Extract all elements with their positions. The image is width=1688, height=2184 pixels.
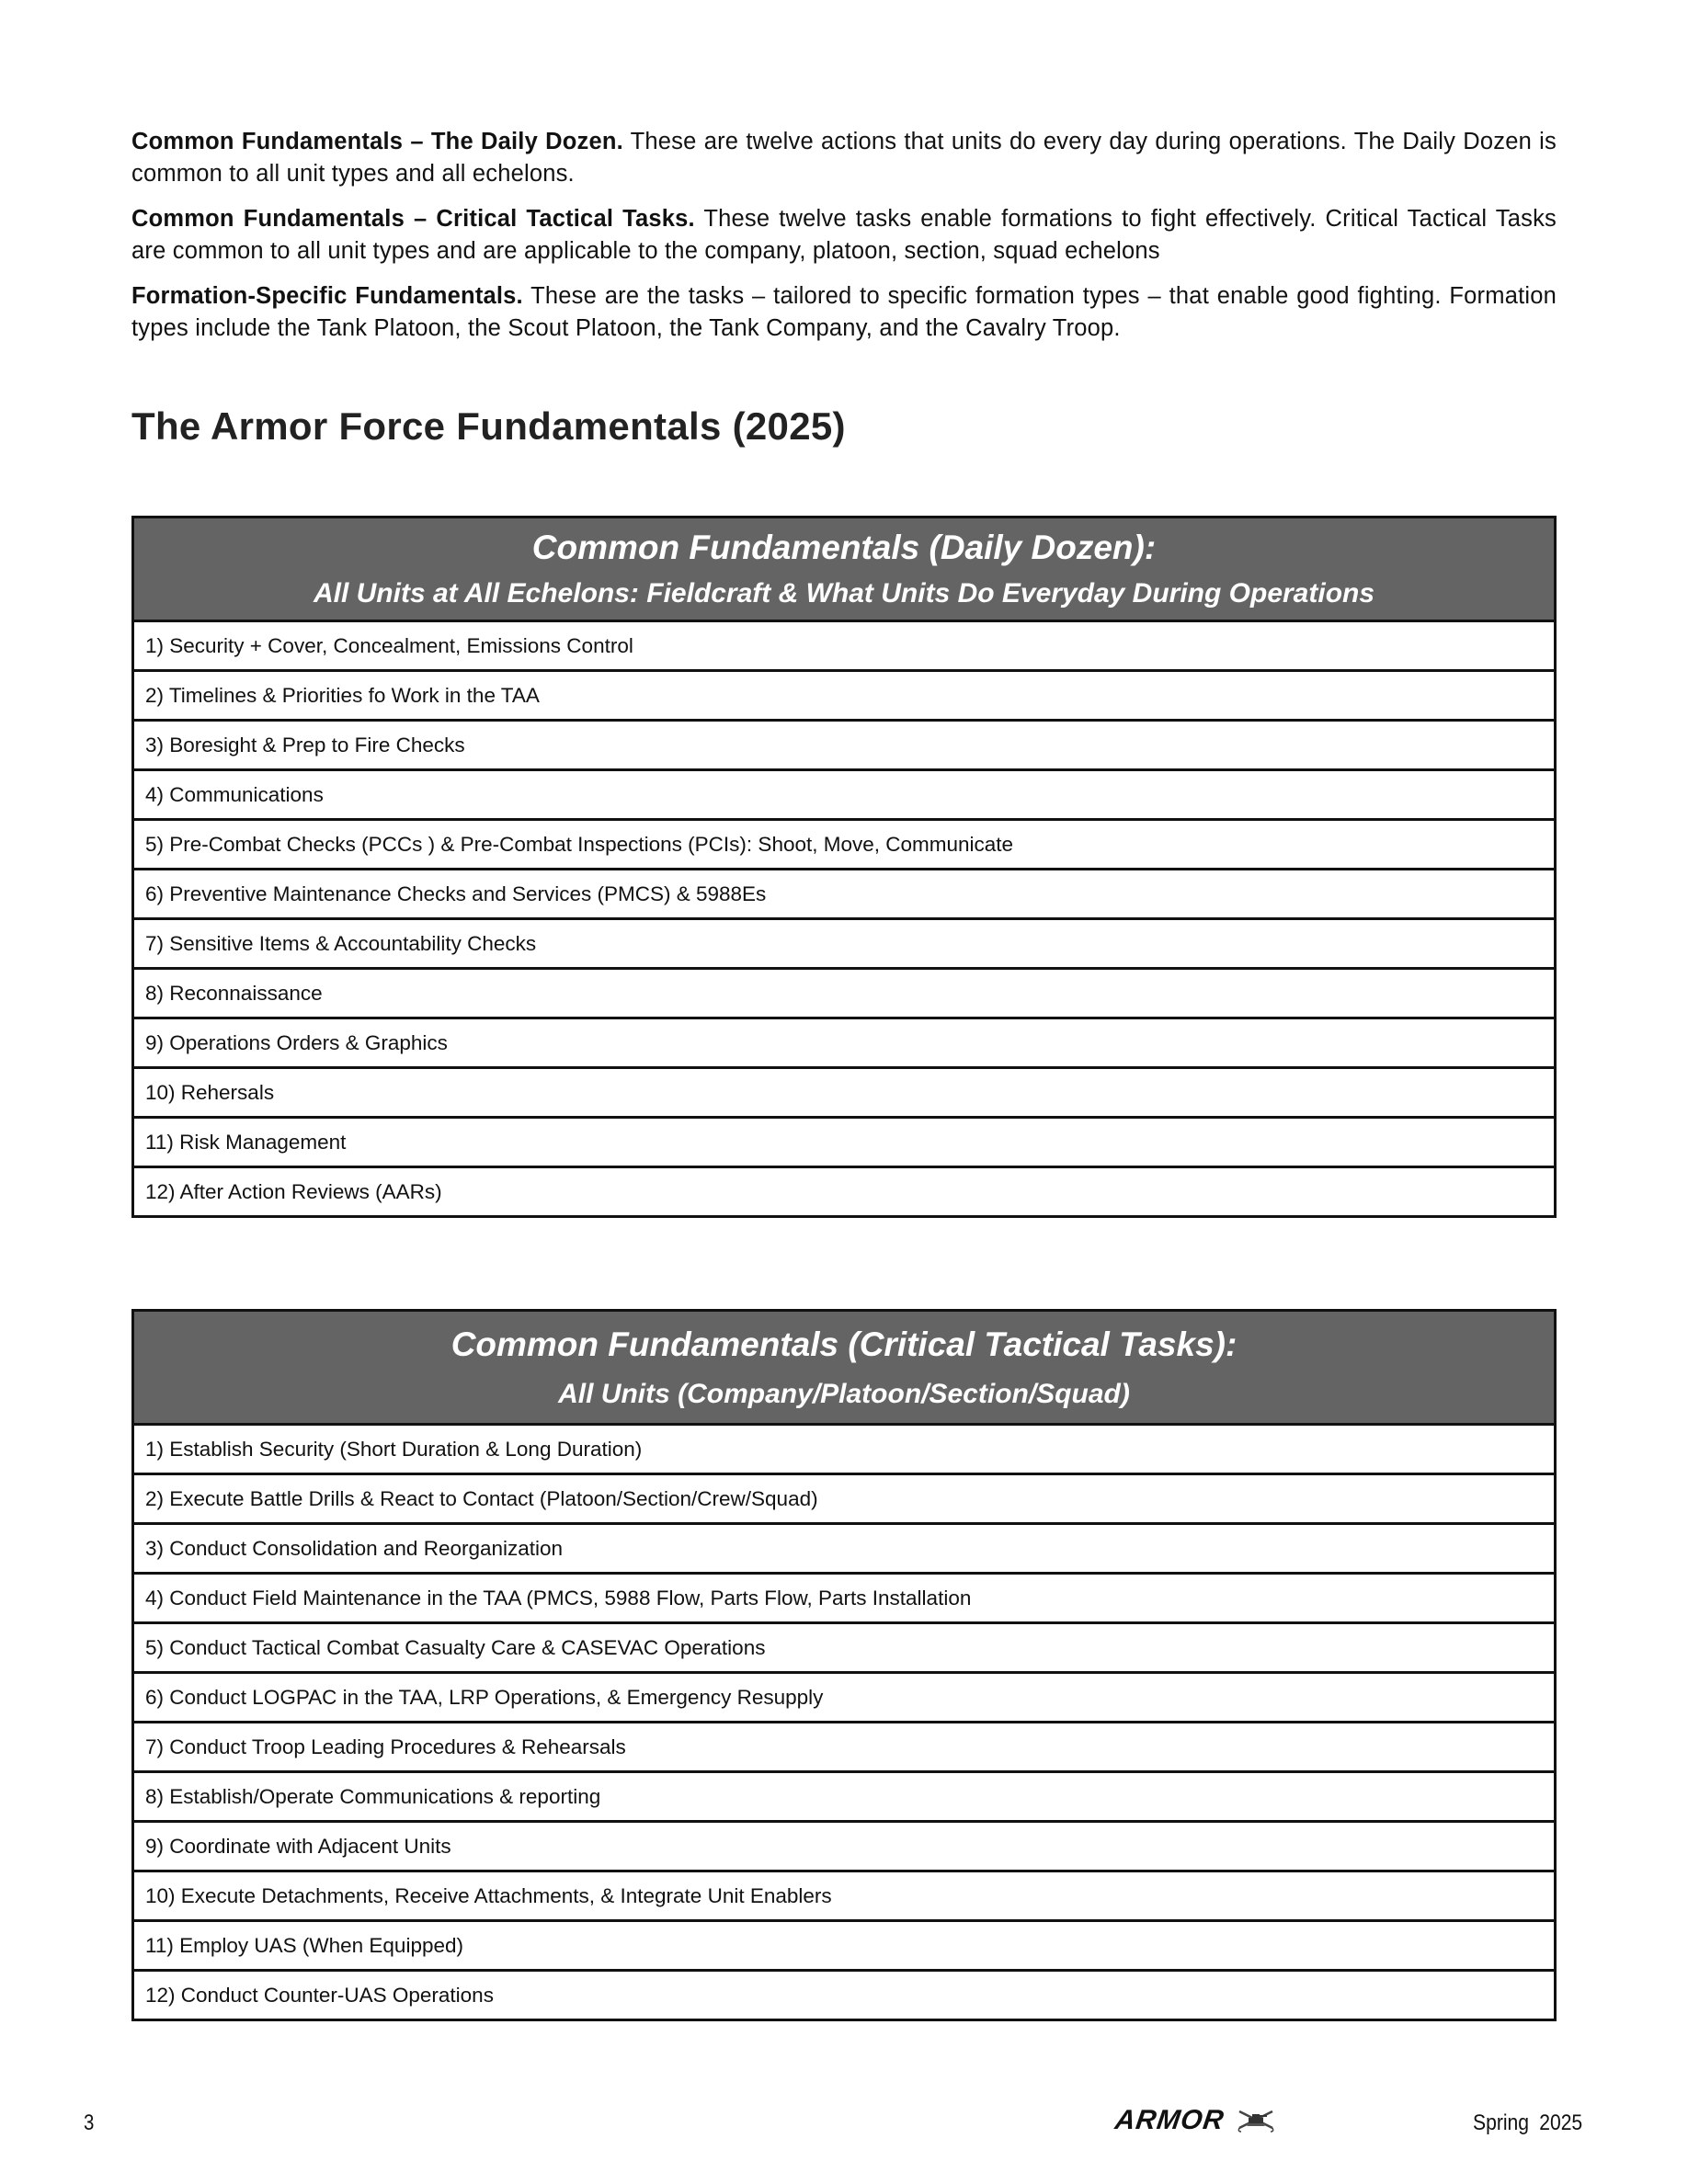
table-subtitle: All Units (Company/Platoon/Section/Squad)	[558, 1379, 1130, 1409]
brand-wordmark: ARMOR	[1112, 2105, 1226, 2135]
intro-lead: Common Fundamentals – Critical Tactical Tasks.	[131, 206, 695, 232]
critical-tactical-tasks-table	[131, 1309, 1557, 2021]
table-row: 10) Execute Detachments, Receive Attachments, & Integrate Unit Enablers	[134, 1870, 1554, 1919]
table-row: 3) Conduct Consolidation and Reorganization	[134, 1522, 1554, 1572]
page-footer	[0, 2105, 1688, 2142]
table-body	[134, 622, 1554, 1215]
intro-text: These are twelve actions that units do every day during operations. The Daily Dozen is common to all unit types and all echelons.	[131, 129, 1557, 187]
table-row: 8) Establish/Operate Communications & reporting	[134, 1770, 1554, 1820]
table-row: 4) Conduct Field Maintenance in the TAA (PMCS, 5988 Flow, Parts Flow, Parts Installation	[134, 1572, 1554, 1621]
table-row: 1) Establish Security (Short Duration & Long Duration)	[145, 1437, 643, 1461]
armor-brand	[1112, 2105, 1275, 2136]
intro-lead: Common Fundamentals – The Daily Dozen.	[131, 129, 623, 154]
page-number: 3	[84, 2110, 95, 2135]
table-row: 5) Pre-Combat Checks (PCCs ) & Pre-Combat Inspections (PCIs): Shoot, Move, Communicate	[134, 818, 1554, 868]
table-row: 12) Conduct Counter-UAS Operations	[134, 1969, 1554, 2019]
intro-text: These twelve tasks enable formations to fight effectively. Critical Tactical Tasks are common to all unit types and are applicable to the company, platoon, section, squad echelons	[131, 206, 1557, 264]
table-row: 1) Security + Cover, Concealment, Emissions Control	[145, 633, 633, 657]
table-row: 12) After Action Reviews (AARs)	[134, 1166, 1554, 1215]
table-row: 5) Conduct Tactical Combat Casualty Care & CASEVAC Operations	[134, 1621, 1554, 1671]
table-header	[134, 518, 1554, 622]
table-row: 6) Preventive Maintenance Checks and Services (PMCS) & 5988Es	[134, 868, 1554, 917]
table-title: Common Fundamentals (Critical Tactical Tasks):	[451, 1325, 1237, 1363]
page-title: The Armor Force Fundamentals (2025)	[131, 404, 846, 448]
table-subtitle: All Units at All Echelons: Fieldcraft & What Units Do Everyday During Operations	[313, 578, 1375, 609]
table-row: 9) Coordinate with Adjacent Units	[134, 1820, 1554, 1870]
intro-paragraph-daily-dozen	[131, 126, 1557, 190]
armor-branch-insignia-icon	[1237, 2108, 1275, 2133]
table-row: 9) Operations Orders & Graphics	[134, 1017, 1554, 1066]
table-row: 6) Conduct LOGPAC in the TAA, LRP Operations, & Emergency Resupply	[134, 1671, 1554, 1721]
table-row: 2) Execute Battle Drills & React to Contact (Platoon/Section/Crew/Squad)	[134, 1473, 1554, 1522]
intro-text: These are the tasks – tailored to specific formation types – that enable good fighting. Formation types include the Tank Platoon, the Scout Platoon, the Tank Company, and the Cavalry Troop.	[131, 283, 1557, 341]
issue-date: Spring 2025	[1473, 2110, 1583, 2135]
table-row: 7) Sensitive Items & Accountability Checks	[134, 917, 1554, 967]
table-header	[134, 1312, 1554, 1426]
table-row: 7) Conduct Troop Leading Procedures & Rehearsals	[134, 1721, 1554, 1770]
table-row: 4) Communications	[134, 768, 1554, 818]
table-row: 11) Risk Management	[134, 1116, 1554, 1166]
daily-dozen-table	[131, 516, 1557, 1218]
intro-paragraph-formation-specific	[131, 280, 1557, 345]
table-row: 3) Boresight & Prep to Fire Checks	[134, 719, 1554, 768]
intro-lead: Formation-Specific Fundamentals.	[131, 283, 523, 309]
table-title: Common Fundamentals (Daily Dozen):	[531, 529, 1157, 566]
intro-paragraph-critical-tasks	[131, 203, 1557, 267]
table-row: 8) Reconnaissance	[134, 967, 1554, 1017]
table-row: 10) Rehersals	[134, 1066, 1554, 1116]
table-row: 2) Timelines & Priorities fo Work in the TAA	[134, 669, 1554, 719]
table-body	[134, 1426, 1554, 2019]
table-row: 11) Employ UAS (When Equipped)	[134, 1919, 1554, 1969]
intro-section	[131, 126, 1557, 358]
